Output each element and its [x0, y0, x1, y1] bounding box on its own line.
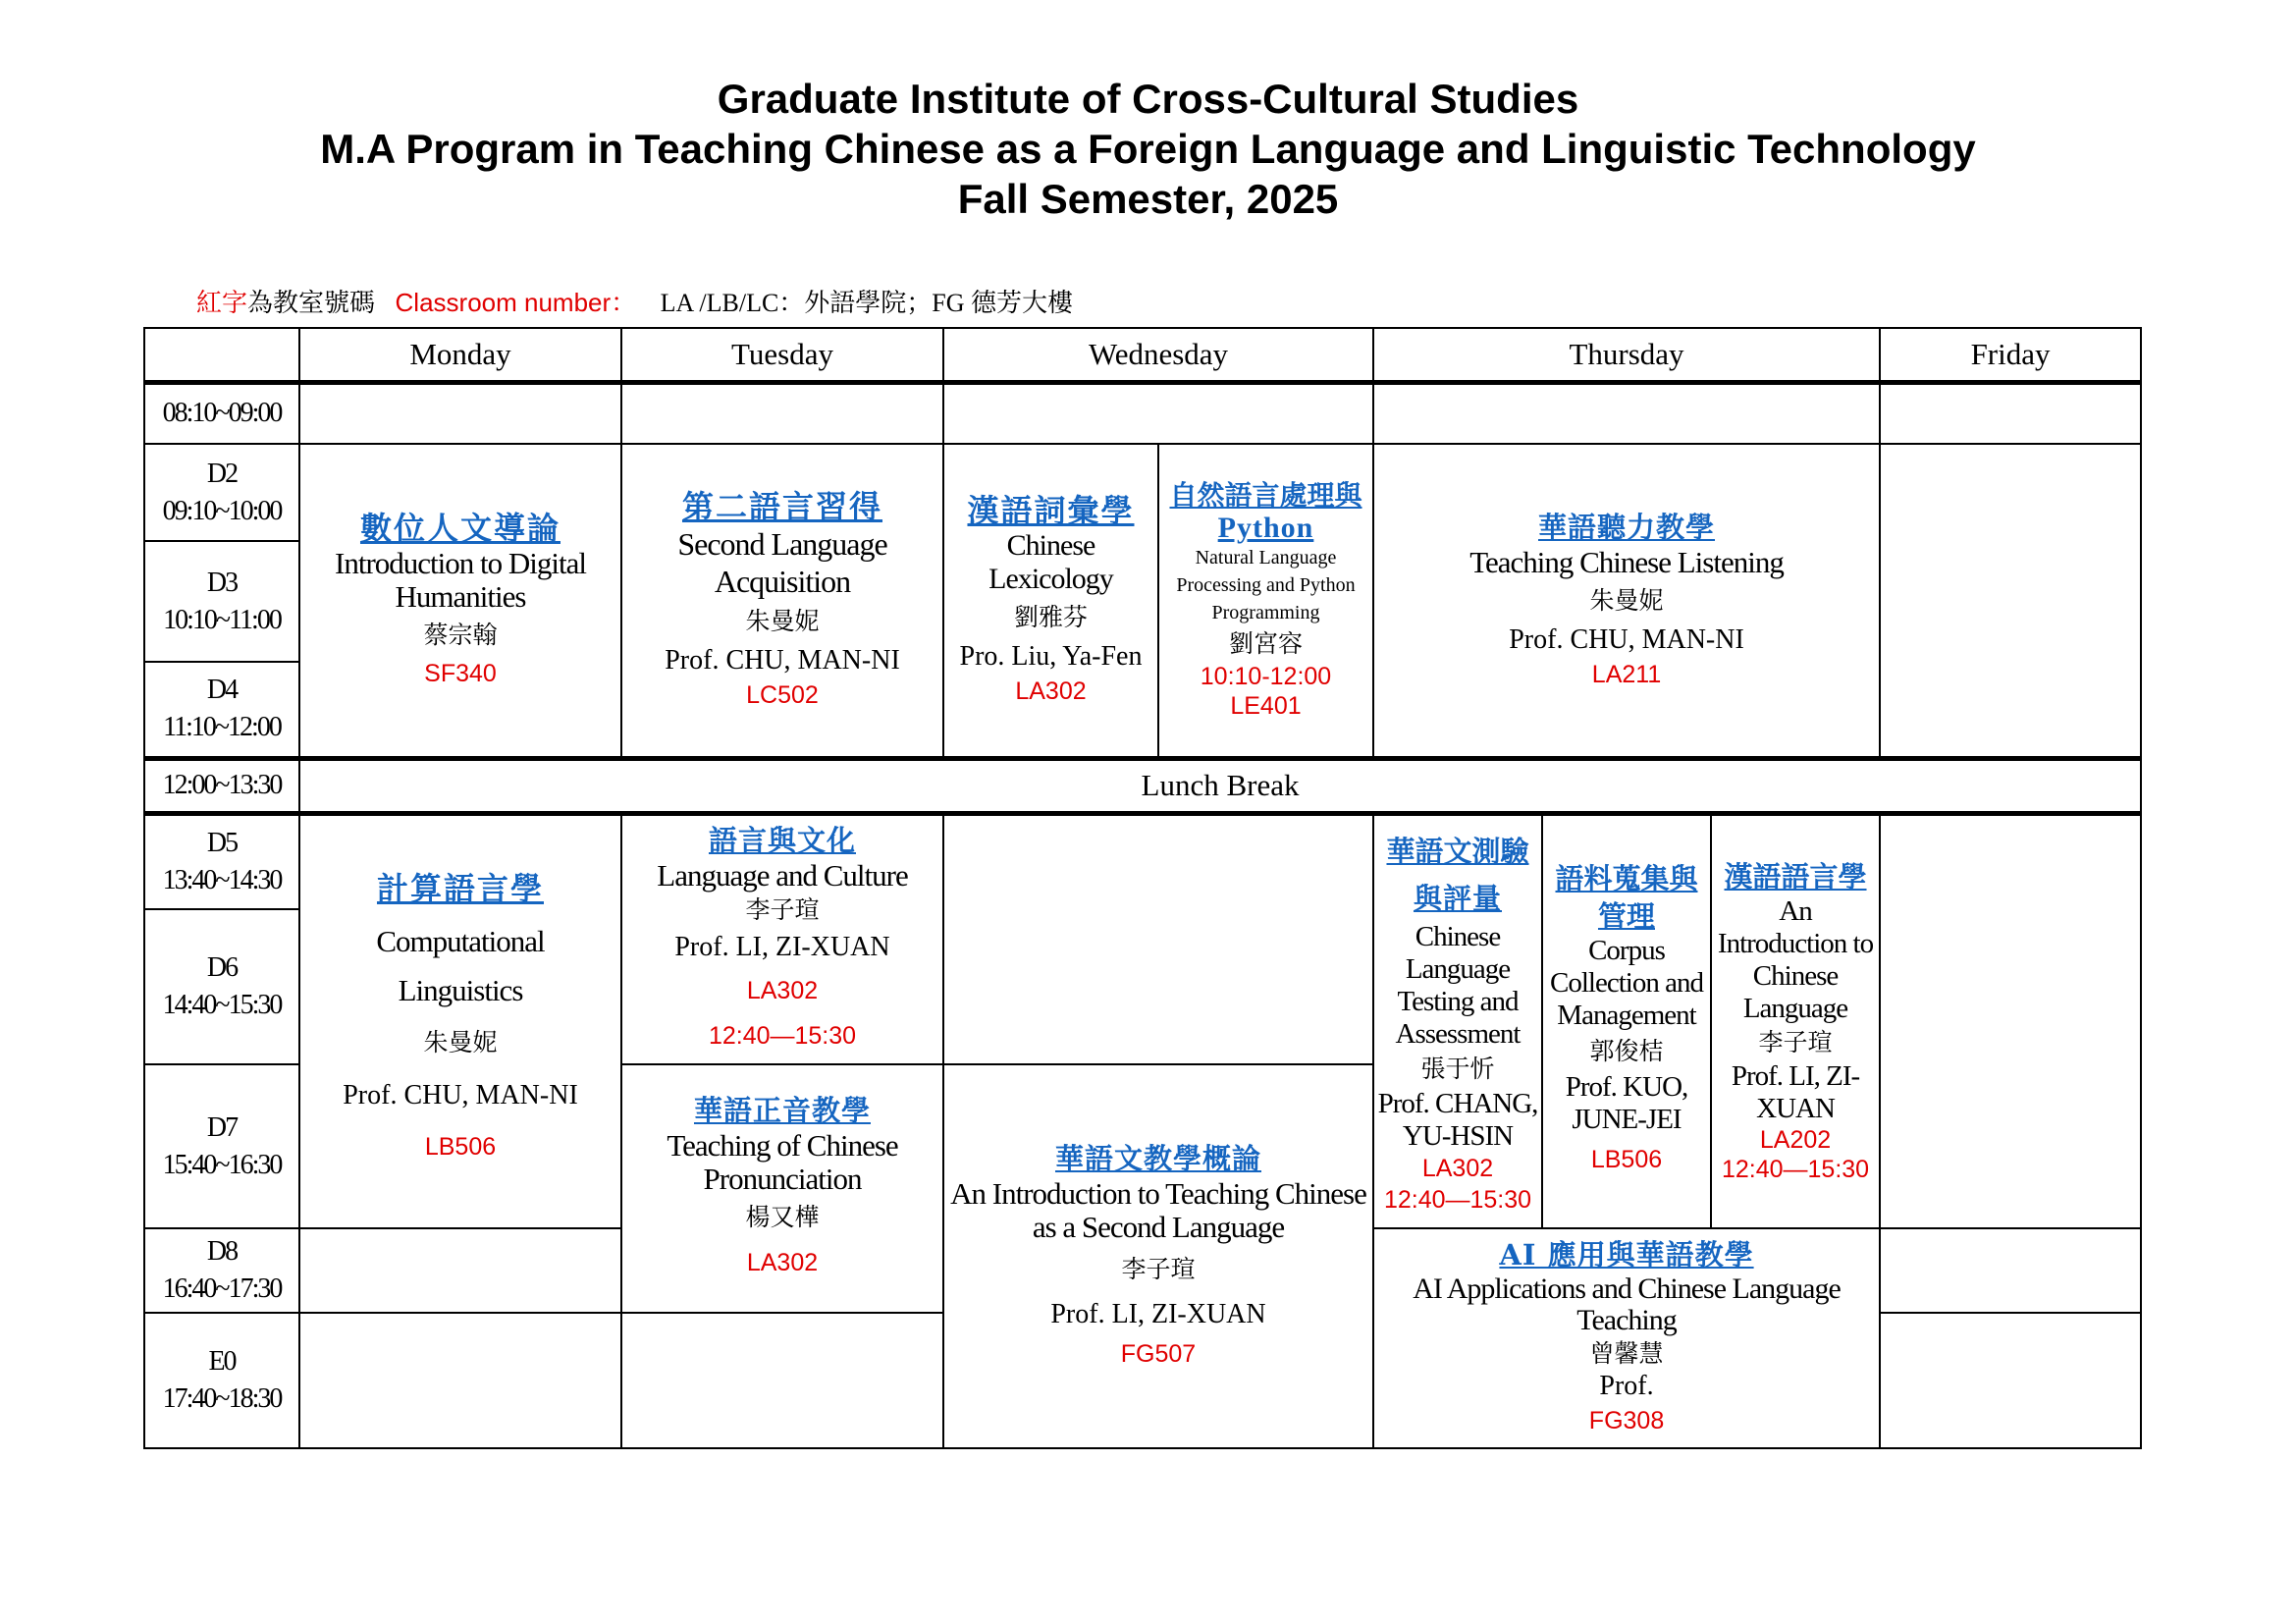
- room-number: FG308: [1588, 1407, 1665, 1435]
- course-tue-pm-2[interactable]: [621, 1064, 943, 1313]
- teacher-zh: 李子瑄: [745, 894, 820, 924]
- course-zh-title[interactable]: AI 應用與華語教學: [1499, 1238, 1754, 1272]
- day-wednesday: Wednesday: [943, 328, 1373, 382]
- teacher-zh: 李子瑄: [1758, 1028, 1833, 1057]
- room-number: LA302: [1421, 1155, 1494, 1183]
- course-time: 12:40—15:30: [708, 1021, 857, 1050]
- course-zh-title[interactable]: 華語聽力教學: [1538, 511, 1716, 545]
- course-en-title: Chinese Language Testing and Assessment: [1395, 921, 1521, 1051]
- teacher-zh: 朱曼妮: [1589, 586, 1664, 616]
- course-tue-am[interactable]: [621, 444, 943, 758]
- teacher-en: Prof. CHU, MAN-NI: [343, 1080, 578, 1111]
- course-en-title-2: Linguistics: [398, 973, 523, 1008]
- teacher-en: Prof. CHANG, YU-HSIN: [1377, 1088, 1538, 1153]
- page-header: [0, 74, 2296, 224]
- period-label: D5 13:40~14:30: [144, 813, 299, 909]
- course-zh-title[interactable]: 漢語詞彙學: [967, 492, 1135, 530]
- period-row-d5: [144, 813, 2141, 909]
- semester-title: Fall Semester, 2025: [957, 176, 1339, 222]
- empty-cell: [299, 1313, 621, 1448]
- teacher-zh: 楊又樺: [745, 1202, 820, 1231]
- course-mon-pm[interactable]: [299, 813, 621, 1228]
- day-tuesday: Tuesday: [621, 328, 943, 382]
- lunch-row: [144, 758, 2141, 813]
- legend-label: 為教室號碼: [247, 289, 376, 317]
- room-number: LC502: [746, 681, 819, 710]
- teacher-en: Prof.: [1599, 1371, 1654, 1401]
- course-wed-am-1[interactable]: [943, 444, 1158, 758]
- room-number: LE401: [1230, 692, 1302, 721]
- teacher-zh: 曾馨慧: [1589, 1339, 1664, 1368]
- empty-cell: [1880, 1313, 2141, 1448]
- course-zh-title[interactable]: 自然語言處理與: [1169, 479, 1362, 513]
- course-zh-title[interactable]: 華語文測驗: [1386, 835, 1529, 869]
- course-zh-title-2[interactable]: Python: [1217, 512, 1314, 545]
- room-number: LA211: [1591, 661, 1662, 689]
- empty-cell: [943, 813, 1373, 1064]
- teacher-en: Prof. CHU, MAN-NI: [665, 645, 900, 677]
- institute-title: Graduate Institute of Cross-Cultural Studies: [717, 76, 1579, 122]
- course-en-title: Introduction to Digital Humanities: [335, 546, 586, 615]
- course-en-title: Language and Culture: [657, 857, 908, 893]
- course-en-title: Computational: [376, 924, 545, 959]
- course-thu-pm-2[interactable]: [1542, 813, 1711, 1228]
- teacher-zh: 朱曼妮: [423, 1028, 498, 1057]
- teacher-zh: 劉宮容: [1228, 629, 1303, 659]
- teacher-en: Prof. CHU, MAN-NI: [1509, 624, 1744, 656]
- course-zh-title[interactable]: 第二語言習得: [681, 488, 882, 526]
- course-zh-title[interactable]: 華語正音教學: [693, 1093, 871, 1127]
- teacher-en: Prof. LI, ZI-XUAN: [1731, 1060, 1860, 1125]
- course-zh-title[interactable]: 語言與文化: [708, 823, 856, 857]
- legend-classroom-label: Classroom number：: [395, 288, 637, 317]
- period-label: D3 10:10~11:00: [144, 541, 299, 662]
- course-time: 12:40—15:30: [1383, 1186, 1532, 1215]
- room-number: LA302: [746, 976, 819, 1004]
- period-label: E0 17:40~18:30: [144, 1313, 299, 1448]
- lunch-break: Lunch Break: [299, 758, 2141, 813]
- course-zh-title[interactable]: 漢語語言學: [1724, 860, 1867, 894]
- course-time: 12:40—15:30: [1721, 1156, 1870, 1184]
- course-en-title: Teaching Chinese Listening: [1469, 545, 1784, 580]
- empty-cell: [1880, 813, 2141, 1228]
- teacher-zh: 蔡宗翰: [423, 621, 498, 650]
- period-label: D7 15:40~16:30: [144, 1064, 299, 1228]
- program-title: M.A Program in Teaching Chinese as a Foreign Language and Linguistic Technology: [320, 126, 1976, 172]
- classroom-legend: [196, 283, 1073, 319]
- room-number: LA302: [746, 1248, 819, 1276]
- course-zh-title[interactable]: 計算語言學: [376, 870, 544, 908]
- empty-cell: [299, 382, 621, 444]
- day-monday: Monday: [299, 328, 621, 382]
- period-label: D8 16:40~17:30: [144, 1228, 299, 1313]
- empty-cell: [1880, 1228, 2141, 1313]
- period-label: D4 11:10~12:00: [144, 662, 299, 758]
- room-number: LB506: [424, 1133, 497, 1162]
- course-en-title: AI Applications and Chinese Language Teaching: [1413, 1272, 1841, 1336]
- period-row-d2: [144, 444, 2141, 541]
- period-row-d1: [144, 382, 2141, 444]
- day-thursday: Thursday: [1373, 328, 1880, 382]
- period-label: D6 14:40~15:30: [144, 909, 299, 1064]
- course-en-title: Natural Language Processing and Python Programming: [1176, 547, 1356, 624]
- period-time: 08:10~09:00: [144, 382, 299, 444]
- empty-cell: [1373, 382, 1880, 444]
- course-thu-eve[interactable]: [1373, 1228, 1880, 1448]
- timetable: [143, 327, 2142, 1449]
- course-time: 10:10-12:00: [1200, 663, 1332, 691]
- course-en-title: Corpus Collection and Management: [1550, 934, 1703, 1031]
- teacher-zh: 張于忻: [1420, 1055, 1495, 1084]
- teacher-zh: 李子瑄: [1121, 1254, 1196, 1283]
- empty-cell: [299, 1228, 621, 1313]
- course-zh-title[interactable]: 數位人文導論: [359, 510, 561, 548]
- teacher-zh: 郭俊桔: [1589, 1036, 1664, 1065]
- course-thu-pm-1[interactable]: [1373, 813, 1542, 1228]
- room-number: FG507: [1120, 1339, 1197, 1368]
- course-thu-pm-3[interactable]: [1711, 813, 1880, 1228]
- empty-cell: [943, 382, 1373, 444]
- course-tue-pm-1[interactable]: [621, 813, 943, 1064]
- course-en-title: Teaching of Chinese Pronunciation: [667, 1127, 898, 1196]
- course-wed-am-2[interactable]: [1158, 444, 1373, 758]
- course-en-title: Second Language Acquisition: [677, 526, 887, 600]
- day-friday: Friday: [1880, 328, 2141, 382]
- course-thu-am[interactable]: [1373, 444, 1880, 758]
- course-zh-title-2[interactable]: 與評量: [1413, 882, 1502, 916]
- teacher-zh: 劉雅芬: [1013, 603, 1088, 632]
- course-en-title: An Introduction to Teaching Chinese as a Second Language: [950, 1175, 1366, 1244]
- corner-cell: [144, 328, 299, 382]
- course-mon-am[interactable]: [299, 444, 621, 758]
- teacher-en: Prof. LI, ZI-XUAN: [1050, 1298, 1266, 1329]
- empty-cell: [621, 1313, 943, 1448]
- room-number: LB506: [1590, 1145, 1663, 1173]
- day-header-row: [144, 328, 2141, 382]
- course-wed-pm[interactable]: [943, 1064, 1373, 1448]
- empty-cell: [1880, 382, 2141, 444]
- legend-note: LA /LB/LC：外語學院；FG 德芳大樓: [660, 289, 1074, 317]
- period-time: 12:00~13:30: [144, 758, 299, 813]
- room-number: LA202: [1759, 1126, 1832, 1155]
- period-label: D2 09:10~10:00: [144, 444, 299, 541]
- teacher-en: Pro. Liu, Ya-Fen: [959, 641, 1143, 673]
- course-zh-title[interactable]: 語料蒐集與管理: [1555, 861, 1698, 933]
- teacher-en: Prof. KUO, JUNE-JEI: [1565, 1070, 1688, 1135]
- course-zh-title[interactable]: 華語文教學概論: [1054, 1141, 1261, 1175]
- legend-red-label: 紅字: [196, 289, 248, 317]
- course-en-title: Chinese Lexicology: [988, 529, 1113, 596]
- teacher-zh: 朱曼妮: [745, 607, 820, 636]
- teacher-en: Prof. LI, ZI-XUAN: [674, 931, 890, 962]
- course-en-title: An Introduction to Chinese Language: [1717, 895, 1874, 1025]
- empty-cell: [621, 382, 943, 444]
- room-number: LA302: [1015, 677, 1087, 706]
- empty-cell: [1880, 444, 2141, 758]
- room-number: SF340: [424, 660, 497, 688]
